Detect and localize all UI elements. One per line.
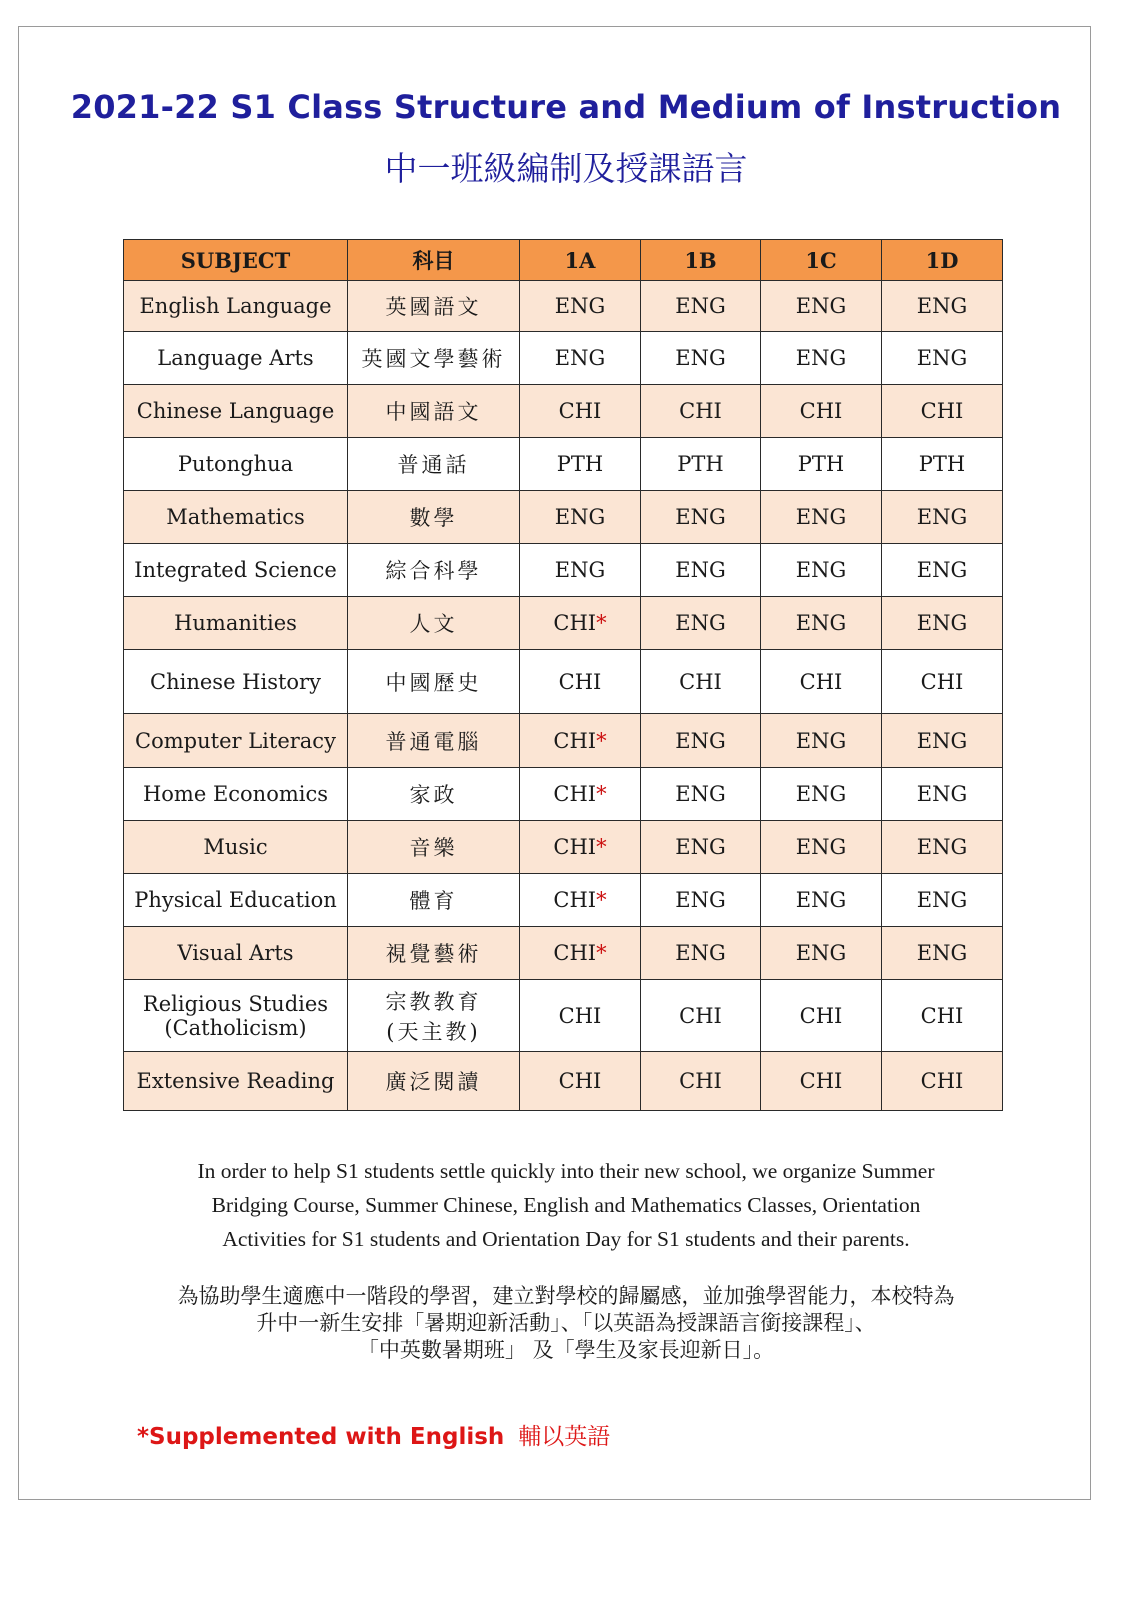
moi-1b: CHI [641, 980, 761, 1052]
table-row [124, 491, 1003, 544]
intro-paragraph-en: In order to help S1 students settle quickly into their new school, we organize Summer Bridging Course, Summer Chinese, English and Mathematics Classes, Orientation Activities for S1 students and Orientation Day for S1 students and their parents. [197, 1159, 935, 1251]
moi-1d: ENG [882, 491, 1003, 544]
subject-en: Putonghua [124, 438, 348, 491]
moi-1b: ENG [641, 332, 761, 385]
subject-en: Chinese Language [124, 385, 348, 438]
moi-1b: ENG [641, 491, 761, 544]
moi-1c: ENG [761, 281, 882, 332]
moi-1d: ENG [882, 281, 1003, 332]
subject-en: Music [124, 821, 348, 874]
moi-1a: PTH [520, 438, 641, 491]
moi-1d: CHI [882, 1052, 1003, 1111]
moi-1a: ENG [520, 332, 641, 385]
moi-1d: ENG [882, 927, 1003, 980]
moi-1b: ENG [641, 874, 761, 927]
moi-1c: ENG [761, 927, 882, 980]
moi-1c: CHI [761, 980, 882, 1052]
subject-zh: 中國歷史 [348, 650, 520, 714]
subject-zh: 人文 [348, 597, 520, 650]
moi-1b: ENG [641, 821, 761, 874]
table-row [124, 544, 1003, 597]
moi-1d: ENG [882, 597, 1003, 650]
moi-1d: PTH [882, 438, 1003, 491]
footnote-zh: 輔以英語 [518, 1424, 611, 1450]
header-1b: 1B [641, 240, 761, 281]
supplement-mark: * [596, 888, 607, 912]
subject-zh: 綜合科學 [348, 544, 520, 597]
supplement-mark: * [596, 611, 607, 635]
moi-1a: CHI [520, 1052, 641, 1111]
page-title-chinese: 中一班級編制及授課語言 [384, 149, 748, 188]
moi-1c: ENG [761, 874, 882, 927]
table-row [124, 438, 1003, 491]
table-row [124, 768, 1003, 821]
moi-1a: CHI [520, 385, 641, 438]
footnote [137, 1418, 610, 1451]
moi-1a: CHI* [520, 714, 641, 768]
moi-1b: ENG [641, 927, 761, 980]
intro-paragraph-zh: 為協助學生適應中一階段的學習，建立對學校的歸屬感，並加強學習能力，本校特為 升中一新生安排「暑期迎新活動」、「以英語為授課語言銜接課程」、 「中英數暑期班」 及「學生及家長迎新日」。 [177, 1284, 955, 1362]
subject-zh: 體育 [348, 874, 520, 927]
table-row [124, 714, 1003, 768]
moi-1c: ENG [761, 544, 882, 597]
header-1c: 1C [761, 240, 882, 281]
subject-zh: 音樂 [348, 821, 520, 874]
subject-zh: 中國語文 [348, 385, 520, 438]
moi-1b: CHI [641, 385, 761, 438]
moi-1d: ENG [882, 821, 1003, 874]
subject-en: Visual Arts [124, 927, 348, 980]
subject-en: Extensive Reading [124, 1052, 348, 1111]
table-row [124, 650, 1003, 714]
subject-en: Integrated Science [124, 544, 348, 597]
subject-en: Computer Literacy [124, 714, 348, 768]
table-row [124, 821, 1003, 874]
moi-1d: CHI [882, 980, 1003, 1052]
moi-1d: ENG [882, 768, 1003, 821]
subject-zh: 英國文學藝術 [348, 332, 520, 385]
moi-1b: PTH [641, 438, 761, 491]
moi-1a: ENG [520, 544, 641, 597]
subject-en: Chinese History [124, 650, 348, 714]
moi-1b: ENG [641, 281, 761, 332]
moi-1c: ENG [761, 821, 882, 874]
header-1d: 1D [882, 240, 1003, 281]
subject-en: Home Economics [124, 768, 348, 821]
moi-1a: ENG [520, 281, 641, 332]
table-row [124, 281, 1003, 332]
supplement-mark: * [596, 941, 607, 965]
table-row [124, 874, 1003, 927]
moi-1d: ENG [882, 874, 1003, 927]
moi-1c: PTH [761, 438, 882, 491]
moi-1c: ENG [761, 491, 882, 544]
moi-1c: CHI [761, 385, 882, 438]
subject-en: Humanities [124, 597, 348, 650]
moi-1b: ENG [641, 768, 761, 821]
moi-1d: ENG [882, 332, 1003, 385]
moi-1c: ENG [761, 597, 882, 650]
moi-1b: ENG [641, 714, 761, 768]
moi-1d: CHI [882, 385, 1003, 438]
moi-1b: CHI [641, 650, 761, 714]
footnote-en: *Supplemented with English [137, 1424, 505, 1450]
subject-zh: 普通電腦 [348, 714, 520, 768]
header-1a: 1A [520, 240, 641, 281]
moi-1d: ENG [882, 714, 1003, 768]
medium-of-instruction-table [123, 239, 1003, 1111]
table-row [124, 332, 1003, 385]
moi-1c: CHI [761, 650, 882, 714]
subject-en: English Language [124, 281, 348, 332]
subject-en: Religious Studies (Catholicism) [124, 980, 348, 1052]
page-title: 2021-22 S1 Class Structure and Medium of Instruction [70, 88, 1062, 126]
subject-en: Language Arts [124, 332, 348, 385]
subject-zh: 普通話 [348, 438, 520, 491]
subject-zh: 視覺藝術 [348, 927, 520, 980]
moi-1a: CHI* [520, 927, 641, 980]
moi-1b: CHI [641, 1052, 761, 1111]
moi-1a: ENG [520, 491, 641, 544]
moi-1a: CHI* [520, 597, 641, 650]
moi-1a: CHI [520, 980, 641, 1052]
subject-zh: 數學 [348, 491, 520, 544]
moi-1c: ENG [761, 332, 882, 385]
moi-1b: ENG [641, 597, 761, 650]
table-row [124, 385, 1003, 438]
moi-1d: CHI [882, 650, 1003, 714]
moi-1c: ENG [761, 714, 882, 768]
header-subject: SUBJECT [124, 240, 348, 281]
moi-1a: CHI* [520, 821, 641, 874]
moi-1a: CHI [520, 650, 641, 714]
header-subject-zh: 科目 [348, 240, 520, 281]
table-row [124, 980, 1003, 1052]
supplement-mark: * [596, 728, 607, 753]
moi-1a: CHI* [520, 874, 641, 927]
table-header-row [124, 240, 1003, 281]
moi-1d: ENG [882, 544, 1003, 597]
subject-zh: 英國語文 [348, 281, 520, 332]
subject-zh: 宗教教育 (天主教) [348, 980, 520, 1052]
supplement-mark: * [596, 782, 607, 806]
moi-1a: CHI* [520, 768, 641, 821]
moi-1b: ENG [641, 544, 761, 597]
moi-1c: CHI [761, 1052, 882, 1111]
moi-1c: ENG [761, 768, 882, 821]
table-row [124, 597, 1003, 650]
table-row [124, 1052, 1003, 1111]
subject-en: Physical Education [124, 874, 348, 927]
subject-zh: 廣泛閱讀 [348, 1052, 520, 1111]
subject-en: Mathematics [124, 491, 348, 544]
subject-zh: 家政 [348, 768, 520, 821]
table-row [124, 927, 1003, 980]
supplement-mark: * [596, 835, 607, 859]
